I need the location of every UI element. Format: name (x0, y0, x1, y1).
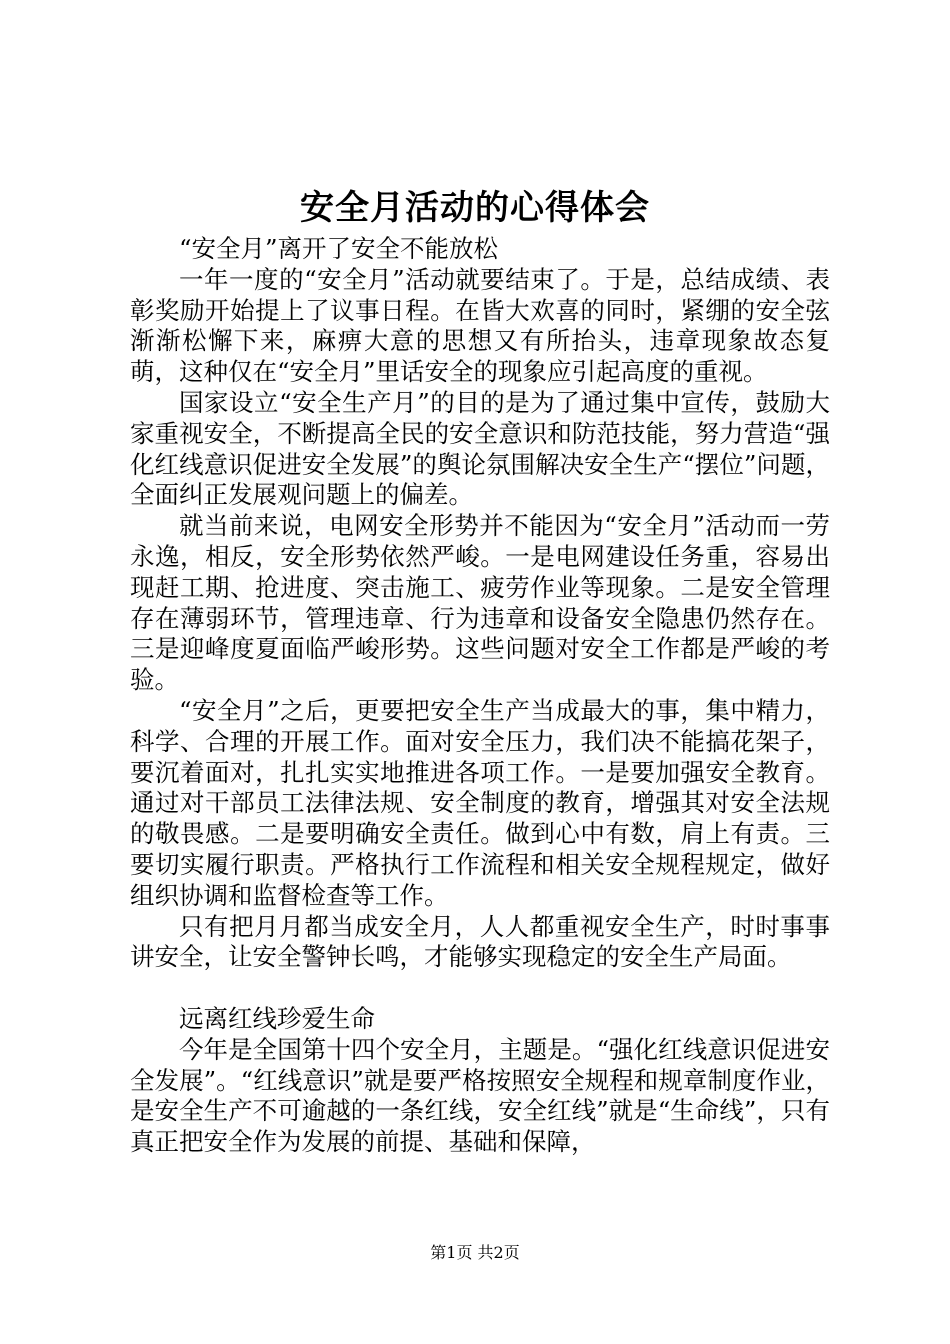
paragraph: 国家设立“安全生产月”的目的是为了通过集中宣传，鼓励大家重视安全，不断提高全民的安全意识和防范技能，努力营造“强化红线意识促进安全发展”的舆论氛围解决安全生产“摆位”问题，全面纠正发展观问题上的偏差。 (130, 387, 830, 510)
paragraph: “安全月”之后，更要把安全生产当成最大的事，集中精力，科学、合理的开展工作。面对安全压力，我们决不能搞花架子，要沉着面对，扎扎实实地推进各项工作。一是要加强安全教育。通过对干部员工法律法规、安全制度的教育，增强其对安全法规的敬畏感。二是要明确安全责任。做到心中有数，肩上有责。三要切实履行职责。严格执行工作流程和相关安全规程规定，做好组织协调和监督检查等工作。 (130, 695, 830, 910)
paragraph: 只有把月月都当成安全月，人人都重视安全生产，时时事事讲安全，让安全警钟长鸣，才能够实现稳定的安全生产局面。 (130, 911, 830, 972)
document-body (130, 234, 830, 1158)
section-2-subtitle: 远离红线珍爱生命 (179, 1003, 375, 1033)
paragraph: 就当前来说，电网安全形势并不能因为“安全月”活动而一劳永逸，相反，安全形势依然严峻。一是电网建设任务重，容易出现赶工期、抢进度、突击施工、疲劳作业等现象。二是安全管理存在薄弱环节，管理违章、行为违章和设备安全隐患仍然存在。三是迎峰度夏面临严峻形势。这些问题对安全工作都是严峻的考验。 (130, 511, 830, 695)
section-1-subtitle: “安全月”离开了安全不能放松 (179, 234, 499, 263)
document-title: 安全月活动的心得体会 (300, 188, 650, 228)
paragraph: 一年一度的“安全月”活动就要结束了。于是，总结成绩、表彰奖励开始提上了议事日程。在皆大欢喜的同时，紧绷的安全弦渐渐松懈下来，麻痹大意的思想又有所抬头，违章现象故态复萌，这种仅在“安全月”里话安全的现象应引起高度的重视。 (130, 264, 830, 387)
page-footer: 第1页 共2页 (430, 1243, 520, 1262)
paragraph: 今年是全国第十四个安全月，主题是。“强化红线意识促进安全发展”。“红线意识”就是要严格按照安全规程和规章制度作业，是安全生产不可逾越的一条红线，安全红线”就是“生命线”，只有真正把安全作为发展的前提、基础和保障， (130, 1034, 830, 1157)
